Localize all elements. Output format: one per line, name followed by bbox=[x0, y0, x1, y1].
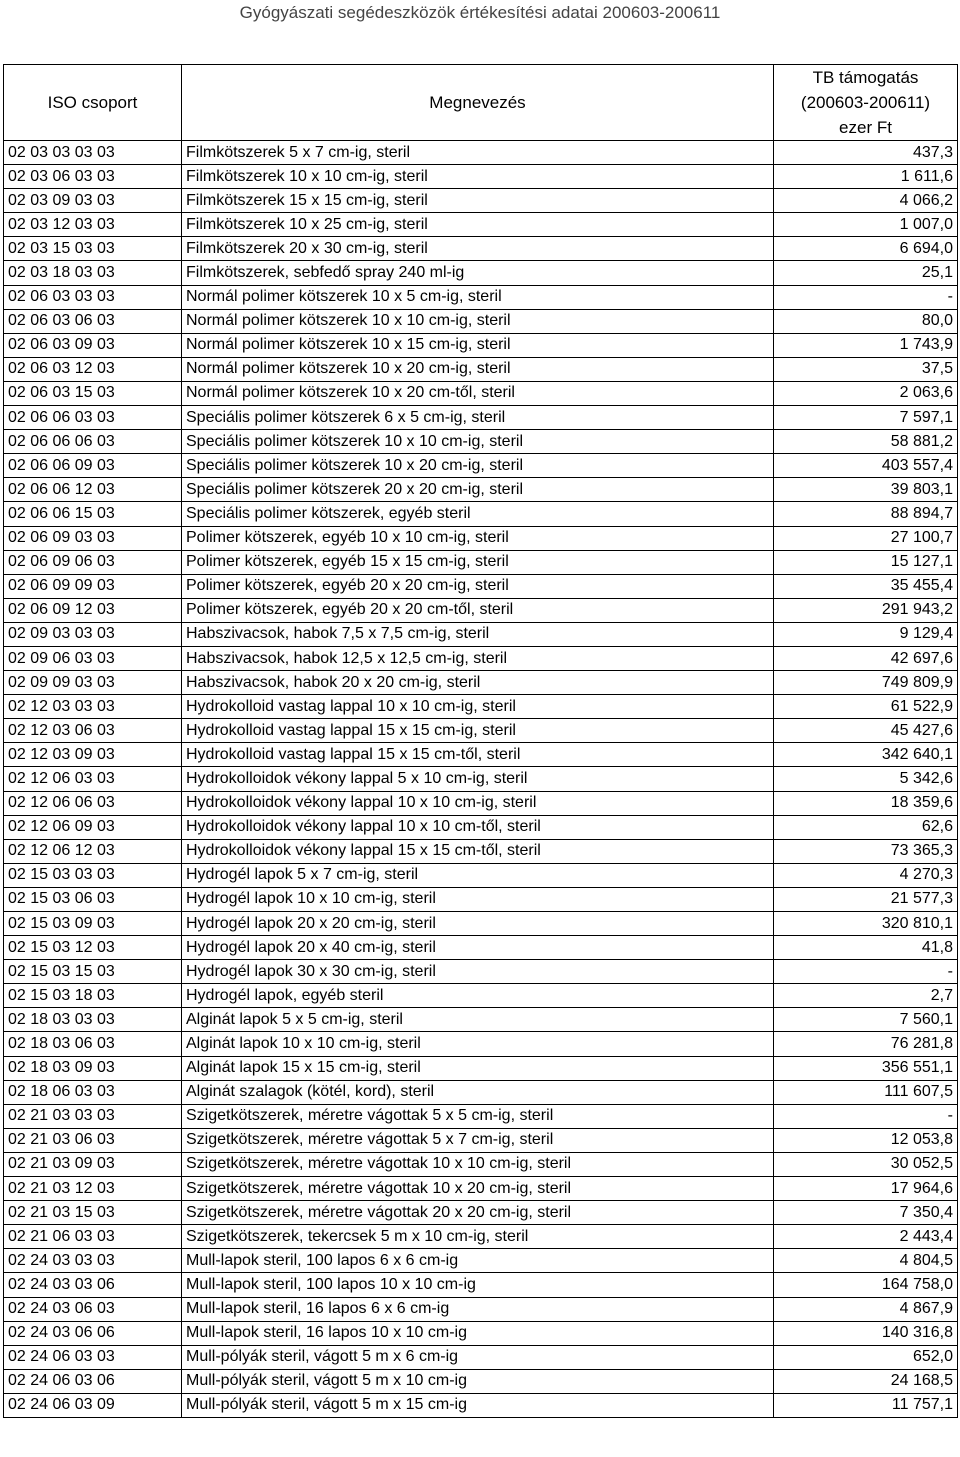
table-row bbox=[4, 695, 958, 719]
iso-code-cell: 02 06 03 12 03 bbox=[4, 357, 182, 381]
support-value-cell: 61 522,9 bbox=[774, 695, 958, 719]
iso-code-cell: 02 24 03 06 06 bbox=[4, 1321, 182, 1345]
iso-code-cell: 02 21 03 09 03 bbox=[4, 1152, 182, 1176]
iso-code-cell: 02 24 06 03 09 bbox=[4, 1393, 182, 1417]
header-value-line3: ezer Ft bbox=[839, 118, 892, 137]
support-value-cell: 2 443,4 bbox=[774, 1225, 958, 1249]
support-value-cell: 7 350,4 bbox=[774, 1201, 958, 1225]
iso-code-cell: 02 24 06 03 03 bbox=[4, 1345, 182, 1369]
product-name-cell: Habszivacsok, habok 12,5 x 12,5 cm-ig, steril bbox=[182, 646, 774, 670]
table-row bbox=[4, 622, 958, 646]
iso-code-cell: 02 18 03 03 03 bbox=[4, 1008, 182, 1032]
product-name-cell: Szigetkötszerek, tekercsek 5 m x 10 cm-ig, steril bbox=[182, 1225, 774, 1249]
support-value-cell: 7 597,1 bbox=[774, 406, 958, 430]
support-value-cell: 58 881,2 bbox=[774, 430, 958, 454]
iso-code-cell: 02 03 03 03 03 bbox=[4, 141, 182, 165]
product-name-cell: Szigetkötszerek, méretre vágottak 10 x 10 cm-ig, steril bbox=[182, 1152, 774, 1176]
product-name-cell: Habszivacsok, habok 7,5 x 7,5 cm-ig, steril bbox=[182, 622, 774, 646]
table-row bbox=[4, 189, 958, 213]
table-row bbox=[4, 767, 958, 791]
iso-code-cell: 02 18 06 03 03 bbox=[4, 1080, 182, 1104]
product-name-cell: Speciális polimer kötszerek 10 x 20 cm-ig, steril bbox=[182, 454, 774, 478]
table-row bbox=[4, 1273, 958, 1297]
product-name-cell: Speciális polimer kötszerek, egyéb steril bbox=[182, 502, 774, 526]
support-value-cell: 4 804,5 bbox=[774, 1249, 958, 1273]
product-name-cell: Mull-pólyák steril, vágott 5 m x 10 cm-ig bbox=[182, 1369, 774, 1393]
table-row bbox=[4, 1128, 958, 1152]
header-row bbox=[4, 65, 958, 141]
iso-code-cell: 02 21 03 15 03 bbox=[4, 1201, 182, 1225]
product-name-cell: Speciális polimer kötszerek 20 x 20 cm-ig, steril bbox=[182, 478, 774, 502]
product-name-cell: Mull-lapok steril, 100 lapos 6 x 6 cm-ig bbox=[182, 1249, 774, 1273]
product-name-cell: Szigetkötszerek, méretre vágottak 5 x 7 cm-ig, steril bbox=[182, 1128, 774, 1152]
iso-code-cell: 02 12 06 09 03 bbox=[4, 815, 182, 839]
iso-code-cell: 02 24 03 06 03 bbox=[4, 1297, 182, 1321]
iso-code-cell: 02 06 03 06 03 bbox=[4, 309, 182, 333]
product-name-cell: Polimer kötszerek, egyéb 15 x 15 cm-ig, steril bbox=[182, 550, 774, 574]
support-value-cell: 140 316,8 bbox=[774, 1321, 958, 1345]
product-name-cell: Hydrokolloidok vékony lappal 15 x 15 cm-től, steril bbox=[182, 839, 774, 863]
support-value-cell: 4 270,3 bbox=[774, 863, 958, 887]
support-value-cell: 30 052,5 bbox=[774, 1152, 958, 1176]
product-name-cell: Hydrogél lapok 5 x 7 cm-ig, steril bbox=[182, 863, 774, 887]
table-row bbox=[4, 574, 958, 598]
support-value-cell: 73 365,3 bbox=[774, 839, 958, 863]
product-name-cell: Mull-pólyák steril, vágott 5 m x 15 cm-ig bbox=[182, 1393, 774, 1417]
support-value-cell: 7 560,1 bbox=[774, 1008, 958, 1032]
table-row bbox=[4, 1369, 958, 1393]
iso-code-cell: 02 12 03 09 03 bbox=[4, 743, 182, 767]
product-name-cell: Hydrogél lapok, egyéb steril bbox=[182, 984, 774, 1008]
support-value-cell: 6 694,0 bbox=[774, 237, 958, 261]
product-name-cell: Mull-lapok steril, 16 lapos 10 x 10 cm-ig bbox=[182, 1321, 774, 1345]
header-iso-group: ISO csoport bbox=[4, 65, 182, 141]
support-value-cell: 1 743,9 bbox=[774, 333, 958, 357]
product-name-cell: Alginát szalagok (kötél, kord), steril bbox=[182, 1080, 774, 1104]
table-row bbox=[4, 406, 958, 430]
product-name-cell: Polimer kötszerek, egyéb 20 x 20 cm-ig, steril bbox=[182, 574, 774, 598]
iso-code-cell: 02 24 03 03 06 bbox=[4, 1273, 182, 1297]
iso-code-cell: 02 06 03 03 03 bbox=[4, 285, 182, 309]
support-value-cell: 291 943,2 bbox=[774, 598, 958, 622]
table-row bbox=[4, 1297, 958, 1321]
table-row bbox=[4, 936, 958, 960]
product-name-cell: Normál polimer kötszerek 10 x 15 cm-ig, steril bbox=[182, 333, 774, 357]
iso-code-cell: 02 03 12 03 03 bbox=[4, 213, 182, 237]
iso-code-cell: 02 12 03 03 03 bbox=[4, 695, 182, 719]
header-value bbox=[774, 65, 958, 141]
table-row bbox=[4, 815, 958, 839]
table-row bbox=[4, 478, 958, 502]
product-name-cell: Hydrokolloidok vékony lappal 10 x 10 cm-től, steril bbox=[182, 815, 774, 839]
table-row bbox=[4, 502, 958, 526]
product-name-cell: Hydrokolloid vastag lappal 15 x 15 cm-ig, steril bbox=[182, 719, 774, 743]
iso-code-cell: 02 15 03 18 03 bbox=[4, 984, 182, 1008]
iso-code-cell: 02 09 06 03 03 bbox=[4, 646, 182, 670]
iso-code-cell: 02 21 06 03 03 bbox=[4, 1225, 182, 1249]
iso-code-cell: 02 09 03 03 03 bbox=[4, 622, 182, 646]
product-name-cell: Mull-lapok steril, 16 lapos 6 x 6 cm-ig bbox=[182, 1297, 774, 1321]
iso-code-cell: 02 09 09 03 03 bbox=[4, 671, 182, 695]
table-row bbox=[4, 719, 958, 743]
iso-code-cell: 02 21 03 12 03 bbox=[4, 1177, 182, 1201]
iso-code-cell: 02 15 03 12 03 bbox=[4, 936, 182, 960]
table-row bbox=[4, 309, 958, 333]
support-value-cell: 652,0 bbox=[774, 1345, 958, 1369]
support-value-cell: 39 803,1 bbox=[774, 478, 958, 502]
table-row bbox=[4, 1201, 958, 1225]
support-value-cell: 320 810,1 bbox=[774, 912, 958, 936]
header-value-line2: (200603-200611) bbox=[800, 93, 931, 112]
table-row bbox=[4, 598, 958, 622]
header-name: Megnevezés bbox=[182, 65, 774, 141]
iso-code-cell: 02 06 06 06 03 bbox=[4, 430, 182, 454]
iso-code-cell: 02 06 03 09 03 bbox=[4, 333, 182, 357]
support-value-cell: 76 281,8 bbox=[774, 1032, 958, 1056]
iso-code-cell: 02 15 03 09 03 bbox=[4, 912, 182, 936]
iso-code-cell: 02 06 09 09 03 bbox=[4, 574, 182, 598]
table-row bbox=[4, 550, 958, 574]
table-row bbox=[4, 1345, 958, 1369]
support-value-cell: 11 757,1 bbox=[774, 1393, 958, 1417]
table-row bbox=[4, 213, 958, 237]
product-name-cell: Normál polimer kötszerek 10 x 20 cm-től, steril bbox=[182, 381, 774, 405]
support-value-cell: 12 053,8 bbox=[774, 1128, 958, 1152]
table-row bbox=[4, 887, 958, 911]
page-title: Gyógyászati segédeszközök értékesítési adatai 200603-200611 bbox=[239, 3, 721, 22]
support-value-cell: 4 867,9 bbox=[774, 1297, 958, 1321]
table-row bbox=[4, 984, 958, 1008]
support-value-cell: 21 577,3 bbox=[774, 887, 958, 911]
sales-table bbox=[3, 64, 958, 1418]
iso-code-cell: 02 03 06 03 03 bbox=[4, 165, 182, 189]
support-value-cell: 1 611,6 bbox=[774, 165, 958, 189]
support-value-cell: 1 007,0 bbox=[774, 213, 958, 237]
table-body bbox=[4, 141, 958, 1418]
product-name-cell: Mull-lapok steril, 100 lapos 10 x 10 cm-ig bbox=[182, 1273, 774, 1297]
product-name-cell: Filmkötszerek 10 x 10 cm-ig, steril bbox=[182, 165, 774, 189]
iso-code-cell: 02 18 03 06 03 bbox=[4, 1032, 182, 1056]
product-name-cell: Alginát lapok 15 x 15 cm-ig, steril bbox=[182, 1056, 774, 1080]
iso-code-cell: 02 12 06 06 03 bbox=[4, 791, 182, 815]
table-row bbox=[4, 1080, 958, 1104]
support-value-cell: 356 551,1 bbox=[774, 1056, 958, 1080]
product-name-cell: Alginát lapok 5 x 5 cm-ig, steril bbox=[182, 1008, 774, 1032]
table-row bbox=[4, 1321, 958, 1345]
support-value-cell: 5 342,6 bbox=[774, 767, 958, 791]
product-name-cell: Hydrogél lapok 20 x 20 cm-ig, steril bbox=[182, 912, 774, 936]
table-row bbox=[4, 1056, 958, 1080]
product-name-cell: Hydrokolloidok vékony lappal 5 x 10 cm-ig, steril bbox=[182, 767, 774, 791]
table-row bbox=[4, 791, 958, 815]
product-name-cell: Normál polimer kötszerek 10 x 5 cm-ig, steril bbox=[182, 285, 774, 309]
support-value-cell: 17 964,6 bbox=[774, 1177, 958, 1201]
iso-code-cell: 02 03 18 03 03 bbox=[4, 261, 182, 285]
iso-code-cell: 02 21 03 03 03 bbox=[4, 1104, 182, 1128]
product-name-cell: Filmkötszerek 10 x 25 cm-ig, steril bbox=[182, 213, 774, 237]
table-row bbox=[4, 237, 958, 261]
support-value-cell: 41,8 bbox=[774, 936, 958, 960]
product-name-cell: Filmkötszerek 20 x 30 cm-ig, steril bbox=[182, 237, 774, 261]
table-row bbox=[4, 1225, 958, 1249]
product-name-cell: Hydrokolloid vastag lappal 15 x 15 cm-től, steril bbox=[182, 743, 774, 767]
support-value-cell: 164 758,0 bbox=[774, 1273, 958, 1297]
support-value-cell: 2 063,6 bbox=[774, 381, 958, 405]
iso-code-cell: 02 06 09 06 03 bbox=[4, 550, 182, 574]
iso-code-cell: 02 03 09 03 03 bbox=[4, 189, 182, 213]
support-value-cell: 88 894,7 bbox=[774, 502, 958, 526]
table-row bbox=[4, 333, 958, 357]
table-row bbox=[4, 381, 958, 405]
iso-code-cell: 02 06 06 09 03 bbox=[4, 454, 182, 478]
table-row bbox=[4, 863, 958, 887]
table-row bbox=[4, 1104, 958, 1128]
product-name-cell: Hydrokolloid vastag lappal 10 x 10 cm-ig, steril bbox=[182, 695, 774, 719]
table-row bbox=[4, 1008, 958, 1032]
product-name-cell: Filmkötszerek 15 x 15 cm-ig, steril bbox=[182, 189, 774, 213]
support-value-cell: 4 066,2 bbox=[774, 189, 958, 213]
iso-code-cell: 02 06 09 12 03 bbox=[4, 598, 182, 622]
support-value-cell: 25,1 bbox=[774, 261, 958, 285]
iso-code-cell: 02 24 06 03 06 bbox=[4, 1369, 182, 1393]
support-value-cell: 37,5 bbox=[774, 357, 958, 381]
iso-code-cell: 02 06 03 15 03 bbox=[4, 381, 182, 405]
support-value-cell: 111 607,5 bbox=[774, 1080, 958, 1104]
table-row bbox=[4, 1032, 958, 1056]
table-row bbox=[4, 646, 958, 670]
table-header bbox=[4, 65, 958, 141]
product-name-cell: Hydrogél lapok 20 x 40 cm-ig, steril bbox=[182, 936, 774, 960]
header-value-line1: TB támogatás bbox=[812, 68, 919, 87]
table-row bbox=[4, 261, 958, 285]
support-value-cell: 437,3 bbox=[774, 141, 958, 165]
product-name-cell: Szigetkötszerek, méretre vágottak 20 x 20 cm-ig, steril bbox=[182, 1201, 774, 1225]
table-row bbox=[4, 960, 958, 984]
iso-code-cell: 02 15 03 06 03 bbox=[4, 887, 182, 911]
product-name-cell: Alginát lapok 10 x 10 cm-ig, steril bbox=[182, 1032, 774, 1056]
support-value-cell: 18 359,6 bbox=[774, 791, 958, 815]
table-row bbox=[4, 1393, 958, 1417]
product-name-cell: Mull-pólyák steril, vágott 5 m x 6 cm-ig bbox=[182, 1345, 774, 1369]
product-name-cell: Habszivacsok, habok 20 x 20 cm-ig, steril bbox=[182, 671, 774, 695]
product-name-cell: Polimer kötszerek, egyéb 20 x 20 cm-től, steril bbox=[182, 598, 774, 622]
support-value-cell: 45 427,6 bbox=[774, 719, 958, 743]
table-row bbox=[4, 357, 958, 381]
product-name-cell: Hydrokolloidok vékony lappal 10 x 10 cm-ig, steril bbox=[182, 791, 774, 815]
table-row bbox=[4, 454, 958, 478]
table-row bbox=[4, 1177, 958, 1201]
product-name-cell: Normál polimer kötszerek 10 x 20 cm-ig, steril bbox=[182, 357, 774, 381]
product-name-cell: Speciális polimer kötszerek 6 x 5 cm-ig, steril bbox=[182, 406, 774, 430]
table-row bbox=[4, 165, 958, 189]
table-row bbox=[4, 141, 958, 165]
support-value-cell: - bbox=[774, 285, 958, 309]
product-name-cell: Szigetkötszerek, méretre vágottak 5 x 5 cm-ig, steril bbox=[182, 1104, 774, 1128]
table-row bbox=[4, 912, 958, 936]
table-row bbox=[4, 285, 958, 309]
product-name-cell: Speciális polimer kötszerek 10 x 10 cm-ig, steril bbox=[182, 430, 774, 454]
table-row bbox=[4, 1249, 958, 1273]
product-name-cell: Hydrogél lapok 30 x 30 cm-ig, steril bbox=[182, 960, 774, 984]
iso-code-cell: 02 06 06 03 03 bbox=[4, 406, 182, 430]
support-value-cell: 62,6 bbox=[774, 815, 958, 839]
iso-code-cell: 02 15 03 03 03 bbox=[4, 863, 182, 887]
support-value-cell: 2,7 bbox=[774, 984, 958, 1008]
iso-code-cell: 02 15 03 15 03 bbox=[4, 960, 182, 984]
iso-code-cell: 02 12 03 06 03 bbox=[4, 719, 182, 743]
iso-code-cell: 02 03 15 03 03 bbox=[4, 237, 182, 261]
table-row bbox=[4, 430, 958, 454]
support-value-cell: 24 168,5 bbox=[774, 1369, 958, 1393]
table-row bbox=[4, 526, 958, 550]
support-value-cell: - bbox=[774, 960, 958, 984]
support-value-cell: 35 455,4 bbox=[774, 574, 958, 598]
support-value-cell: 15 127,1 bbox=[774, 550, 958, 574]
support-value-cell: 80,0 bbox=[774, 309, 958, 333]
iso-code-cell: 02 06 06 12 03 bbox=[4, 478, 182, 502]
table-row bbox=[4, 743, 958, 767]
product-name-cell: Normál polimer kötszerek 10 x 10 cm-ig, steril bbox=[182, 309, 774, 333]
support-value-cell: 342 640,1 bbox=[774, 743, 958, 767]
iso-code-cell: 02 06 06 15 03 bbox=[4, 502, 182, 526]
table-row bbox=[4, 1152, 958, 1176]
product-name-cell: Hydrogél lapok 10 x 10 cm-ig, steril bbox=[182, 887, 774, 911]
support-value-cell: 9 129,4 bbox=[774, 622, 958, 646]
iso-code-cell: 02 12 06 03 03 bbox=[4, 767, 182, 791]
product-name-cell: Polimer kötszerek, egyéb 10 x 10 cm-ig, steril bbox=[182, 526, 774, 550]
iso-code-cell: 02 21 03 06 03 bbox=[4, 1128, 182, 1152]
product-name-cell: Filmkötszerek, sebfedő spray 240 ml-ig bbox=[182, 261, 774, 285]
table-row bbox=[4, 839, 958, 863]
iso-code-cell: 02 06 09 03 03 bbox=[4, 526, 182, 550]
support-value-cell: 42 697,6 bbox=[774, 646, 958, 670]
iso-code-cell: 02 12 06 12 03 bbox=[4, 839, 182, 863]
support-value-cell: 27 100,7 bbox=[774, 526, 958, 550]
iso-code-cell: 02 18 03 09 03 bbox=[4, 1056, 182, 1080]
support-value-cell: 403 557,4 bbox=[774, 454, 958, 478]
iso-code-cell: 02 24 03 03 03 bbox=[4, 1249, 182, 1273]
table-row bbox=[4, 671, 958, 695]
product-name-cell: Filmkötszerek 5 x 7 cm-ig, steril bbox=[182, 141, 774, 165]
support-value-cell: 749 809,9 bbox=[774, 671, 958, 695]
product-name-cell: Szigetkötszerek, méretre vágottak 10 x 20 cm-ig, steril bbox=[182, 1177, 774, 1201]
support-value-cell: - bbox=[774, 1104, 958, 1128]
